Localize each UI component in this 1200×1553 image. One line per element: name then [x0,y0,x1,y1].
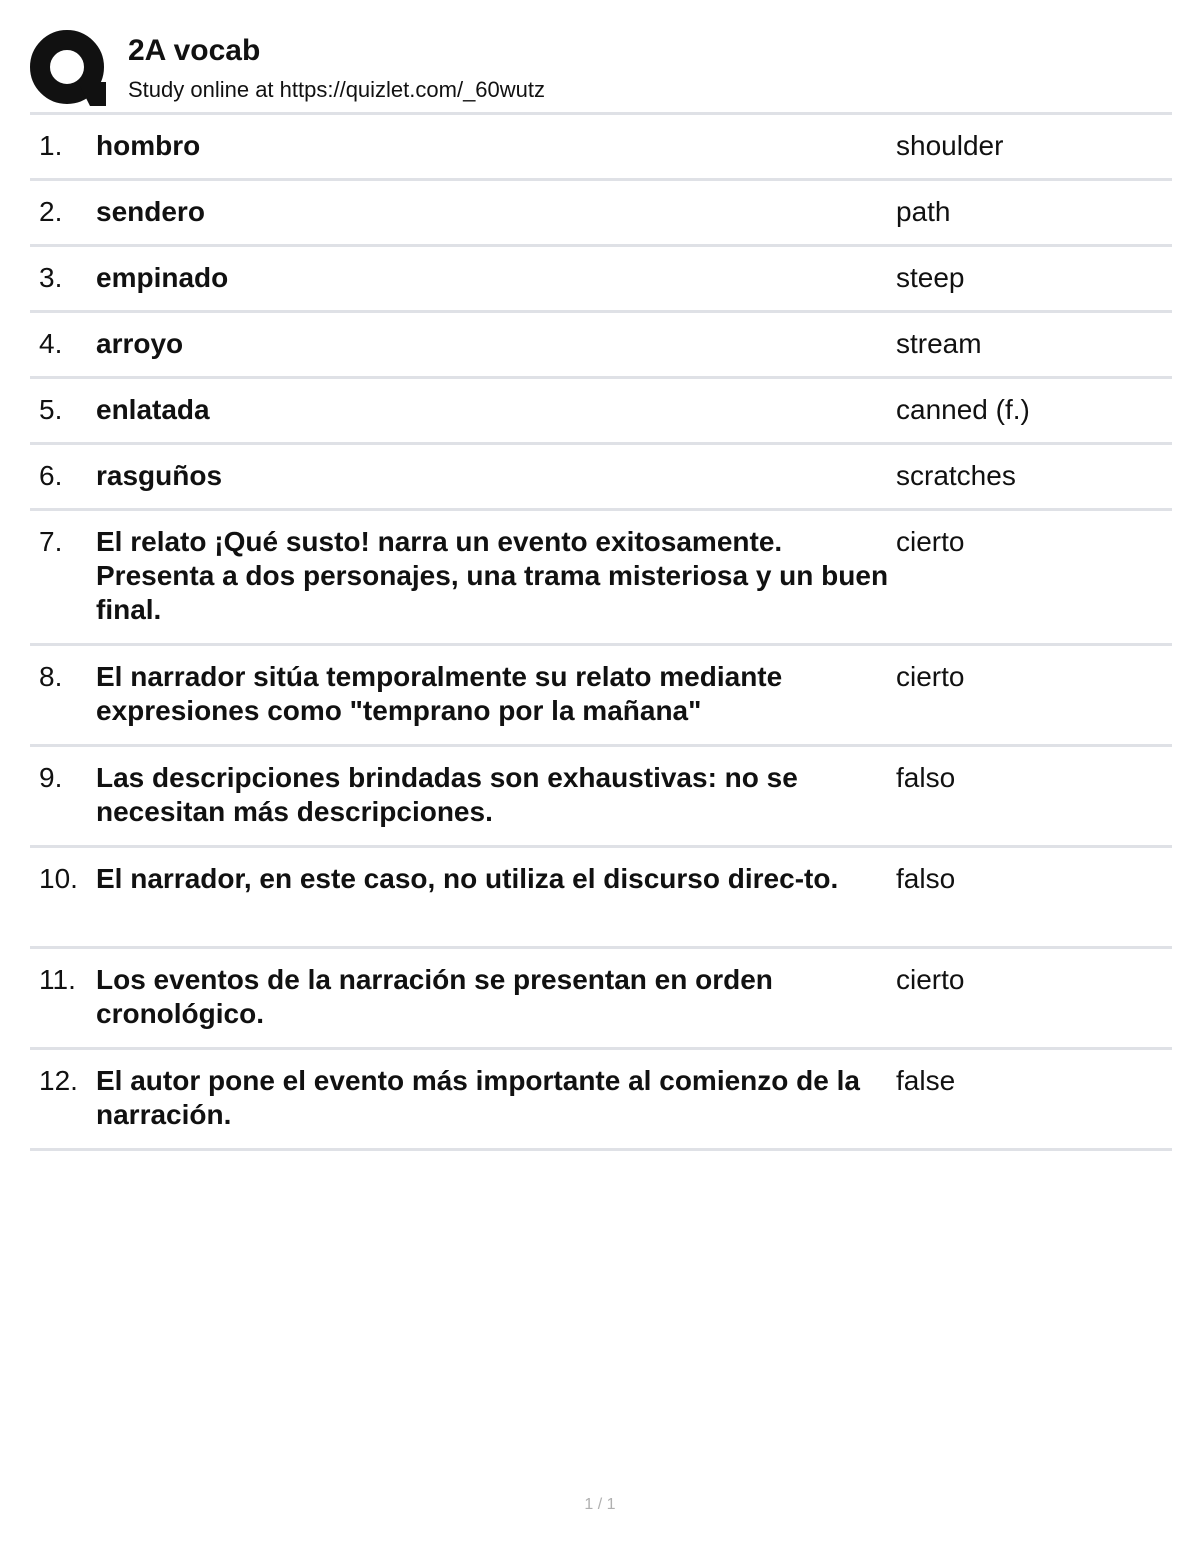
row-number: 3. [39,262,63,293]
definition: path [896,196,951,227]
row-number: 7. [39,526,63,557]
set-title: 2A vocab [128,34,261,67]
definition: cierto [896,661,965,692]
table-row [30,115,1172,181]
row-number: 12. [39,1065,78,1096]
row-number: 5. [39,394,63,425]
row-number: 1. [39,130,63,161]
definition: steep [896,262,965,293]
vocab-list [30,112,1172,1151]
term: enlatada [96,394,210,425]
table-row [30,313,1172,379]
table-row [30,848,1172,949]
definition: shoulder [896,130,1004,161]
row-number: 6. [39,460,63,491]
term: El narrador sitúa temporalmente su relato mediante expresiones como "temprano por la mañana" [96,661,783,726]
definition: falso [896,863,956,894]
row-number: 11. [39,964,76,995]
row-number: 10. [39,863,78,894]
definition: stream [896,328,982,359]
term: arroyo [96,328,184,359]
term: rasguños [96,460,223,491]
term: empinado [96,262,229,293]
table-row [30,949,1172,1050]
term: Las descripciones brindadas son exhaustivas: no se necesitan más descripciones. [96,762,798,827]
definition: falso [896,762,956,793]
quizlet-logo-icon [30,30,108,108]
table-row [30,646,1172,747]
definition: canned (f.) [896,394,1030,425]
table-row [30,379,1172,445]
definition: cierto [896,526,965,557]
row-number: 8. [39,661,63,692]
definition: scratches [896,460,1016,491]
term: sendero [96,196,205,227]
term: El autor pone el evento más importante al comienzo de la narración. [96,1065,860,1130]
table-row [30,445,1172,511]
table-row [30,1050,1172,1151]
term: hombro [96,130,201,161]
table-row [30,247,1172,313]
table-row [30,181,1172,247]
table-row [30,511,1172,646]
term: El relato ¡Qué susto! narra un evento exitosamente. Presenta a dos personajes, una trama misteriosa y un buen final. [96,526,889,625]
study-online-link[interactable]: Study online at https://quizlet.com/_60wutz [128,77,546,102]
term: Los eventos de la narración se presentan en orden cronológico. [96,964,773,1029]
row-number: 9. [39,762,63,793]
row-number: 2. [39,196,63,227]
page-header [30,28,1172,112]
definition: cierto [896,964,965,995]
table-row [30,747,1172,848]
page-number: 1 / 1 [584,1496,616,1513]
row-number: 4. [39,328,63,359]
definition: false [896,1065,956,1096]
term: El narrador, en este caso, no utiliza el discurso direc-to. [96,863,839,894]
